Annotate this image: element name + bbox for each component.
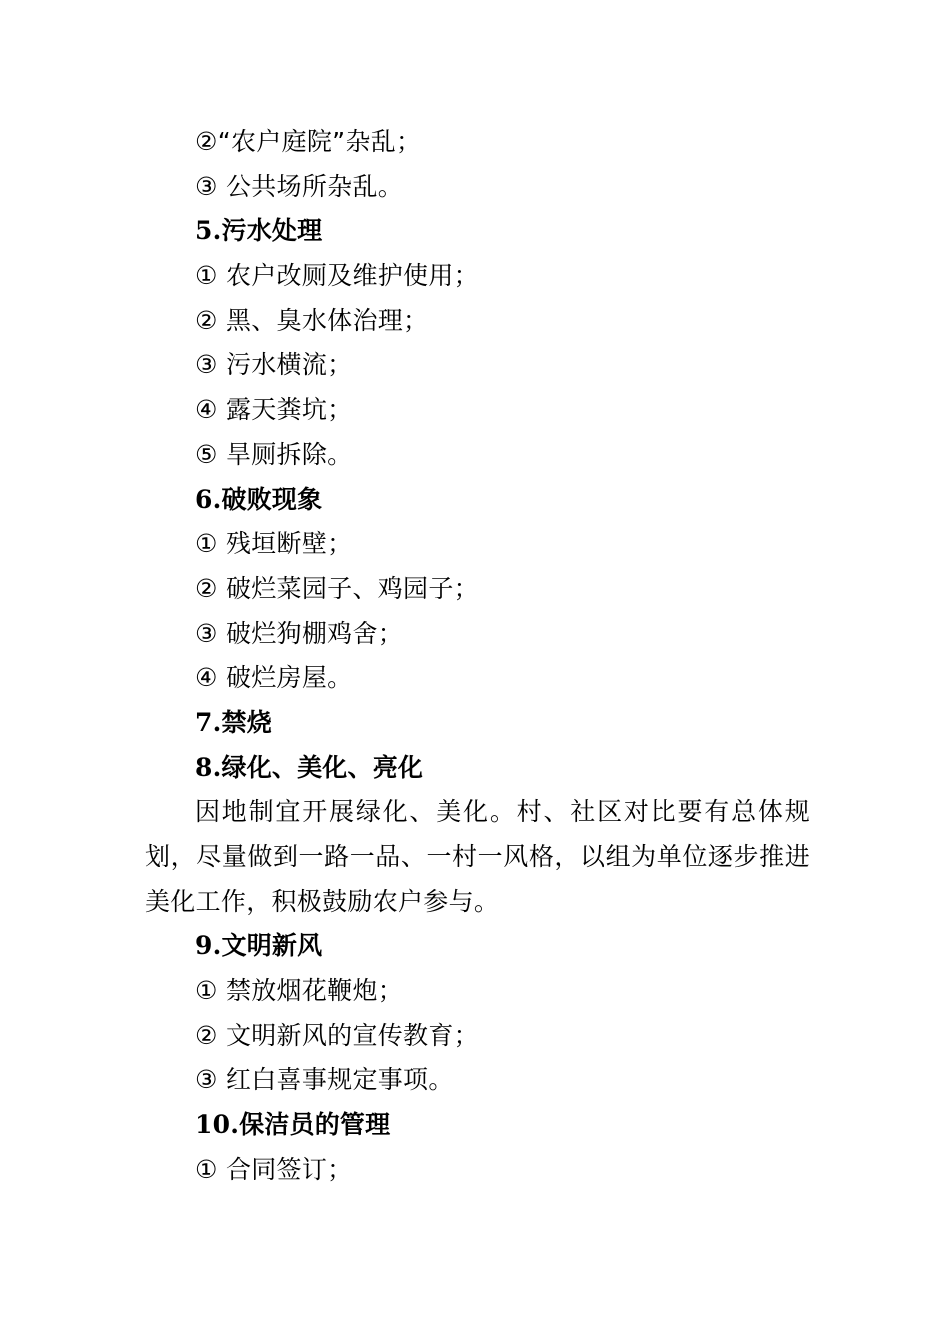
document-body xyxy=(145,120,810,1193)
list-item: ① 禁放烟花鞭炮； xyxy=(195,976,404,1006)
section-heading: 9.文明新风 xyxy=(195,931,323,961)
list-item: ②“农户庭院”杂乱； xyxy=(195,127,422,156)
list-item: ① 残垣断壁； xyxy=(195,529,353,559)
list-item: ③ 破烂狗棚鸡舍； xyxy=(195,618,404,648)
section-heading: 8.绿化、美化、亮化 xyxy=(195,752,424,782)
section-heading: 6.破败现象 xyxy=(195,484,323,514)
list-item: ④ 露天粪坑； xyxy=(195,395,353,425)
body-paragraph: 因地制宜开展绿化、美化。村、社区对比要有总体规划，尽量做到一路一品、一村一风格，以组为单位逐步推进美化工作，积极鼓励农户参与。 xyxy=(145,797,810,916)
list-item: ② 文明新风的宣传教育； xyxy=(195,1020,479,1050)
list-item: ② 黑、臭水体治理； xyxy=(195,305,429,335)
section-heading: 10.保洁员的管理 xyxy=(195,1110,391,1140)
section-heading: 5.污水处理 xyxy=(195,216,323,246)
list-item: ① 合同签订； xyxy=(195,1154,353,1184)
section-heading: 7.禁烧 xyxy=(195,707,272,737)
list-item: ③ 公共场所杂乱。 xyxy=(195,171,404,201)
list-item: ③ 污水横流； xyxy=(195,350,353,380)
list-item: ③ 红白喜事规定事项。 xyxy=(195,1065,454,1095)
list-item: ① 农户改厕及维护使用； xyxy=(195,261,479,291)
list-item: ⑤ 旱厕拆除。 xyxy=(195,439,353,469)
list-item: ④ 破烂房屋。 xyxy=(195,663,353,693)
list-item: ② 破烂菜园子、鸡园子； xyxy=(195,573,479,603)
